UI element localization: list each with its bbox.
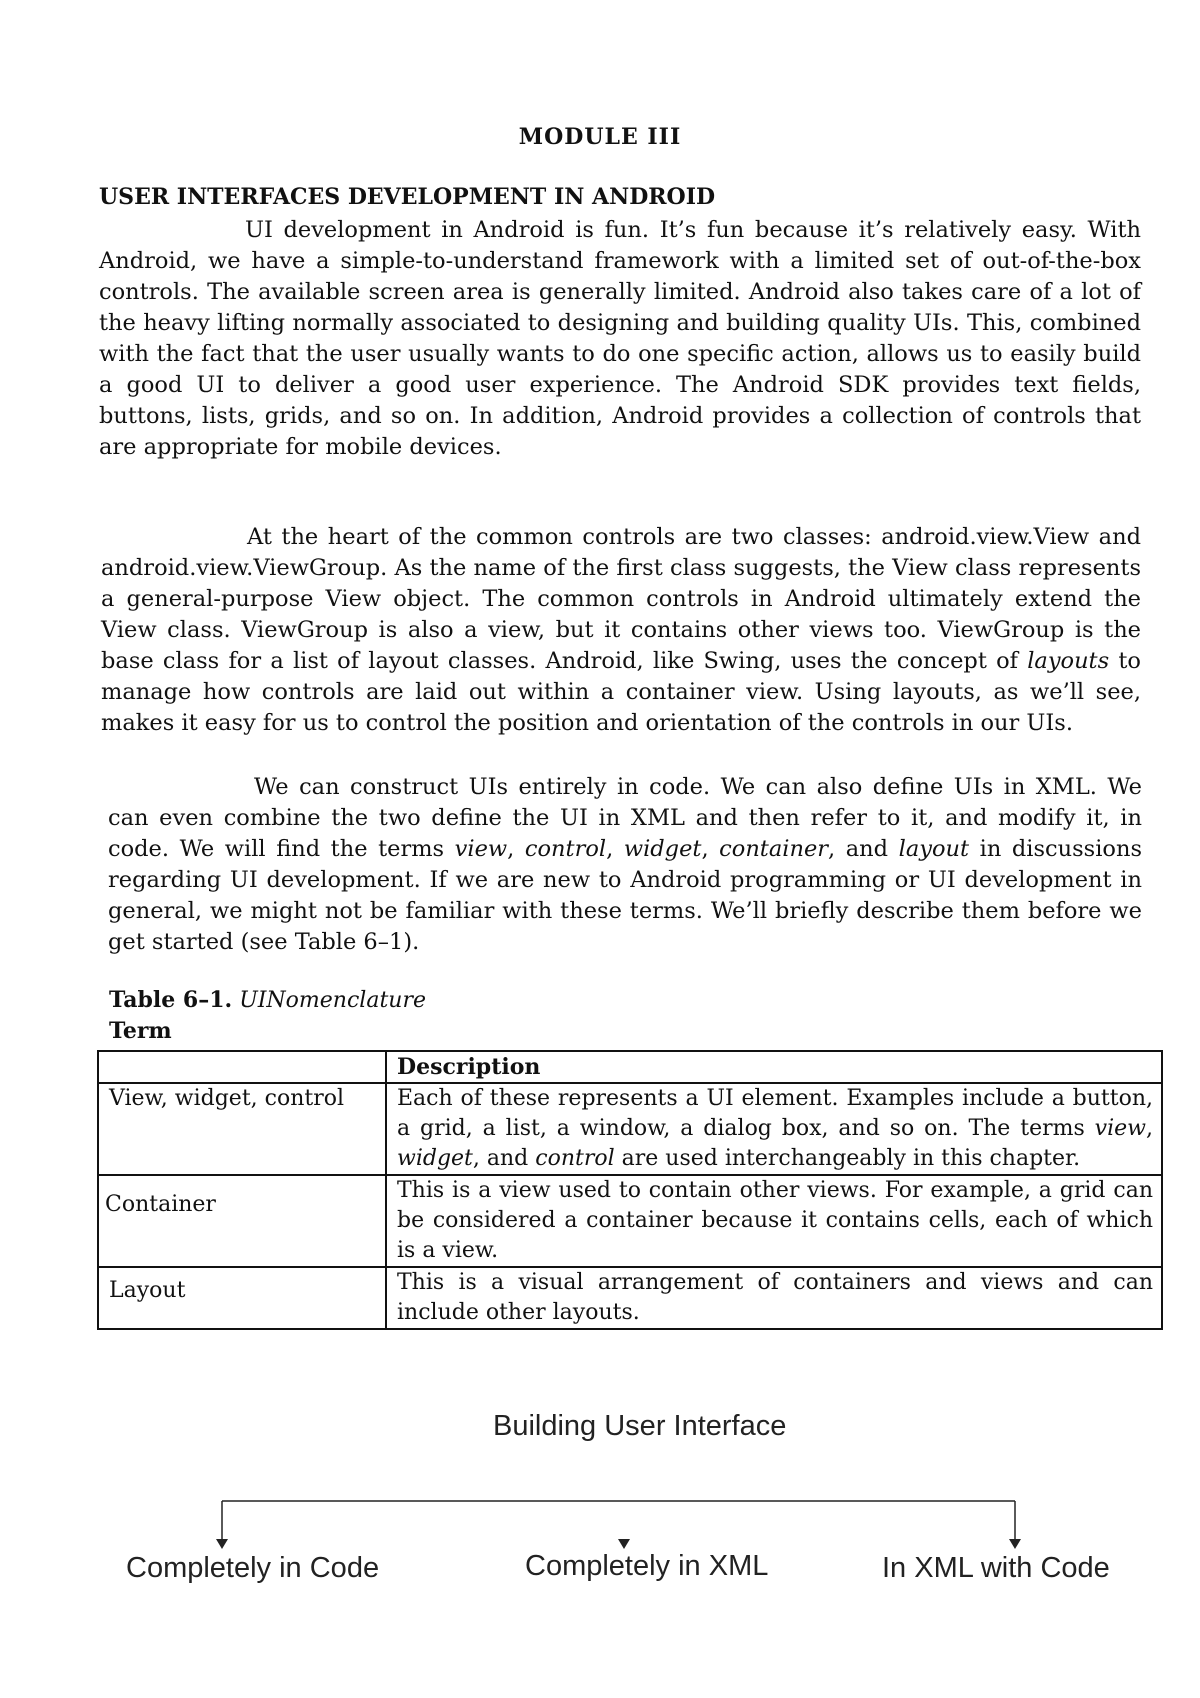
building-ui-diagram [0,1400,1200,1600]
module-title: MODULE III [518,124,682,150]
arrow-down-icon [1009,1539,1021,1549]
section-heading: USER INTERFACES DEVELOPMENT IN ANDROID [99,184,716,210]
table-description-cell: This is a view used to contain other views. For example, a grid can be considered a container because it contains cells, each of which is a view. [386,1175,1162,1267]
paragraph-intro-text: UI development in Android is fun. It’s fun because it’s relatively easy. With Android, we have a simple-to-understand framework with a limited set of out-of-the-box controls. The available screen area is generally limited. Android also takes care of a lot of the heavy lifting normally associated to designing and building quality UIs. This, combined with the fact that the user usually wants to do one specific action, allows us to easily build a good UI to deliver a good user experience. The Android SDK provides text fields, buttons, lists, grids, and so on. In addition, Android provides a collection of controls that are appropriate for mobile devices. [99,217,1141,460]
table-term-header: Term [109,1018,172,1044]
term-control: control [524,836,607,862]
sep: , [1146,1116,1153,1141]
paragraph-common-controls-text-c: to manage how controls are laid out within a container view. Using layouts, as we’ll see, makes it easy for us to control the position and orientation of the controls in our UIs. [101,648,1141,736]
paragraph-construct-uis-text-b: in discussions regarding UI development. If we are new to Android programming or UI development in general, we might not be familiar with these terms. We’ll briefly describe them before we get started (see Table 6–1). [108,836,1142,955]
paragraph-intro [99,215,1141,463]
nomenclature-table [97,1050,1163,1330]
table-description-cell [386,1083,1162,1175]
table-caption [109,987,426,1013]
diagram-title: Building User Interface [493,1410,787,1442]
diagram-node-xml-with-code: In XML with Code [882,1552,1110,1584]
table-caption-title: UINomenclature [239,988,426,1013]
sep: , and [472,1146,536,1171]
table-description-cell: This is a visual arrangement of containers and views and can include other layouts. [386,1267,1162,1329]
table-row [98,1175,1162,1267]
sep: , [701,836,720,862]
term-widget: widget [623,836,702,862]
arrow-down-icon [618,1539,630,1549]
table-term-cell: Layout [98,1267,386,1329]
desc-text-a: Each of these represents a UI element. Examples include a button, a grid, a list, a window, a dialog box, and so on. The terms [397,1086,1153,1141]
term-container: container [719,836,829,862]
sep: , and [828,836,899,862]
table-row [98,1267,1162,1329]
table-row [98,1083,1162,1175]
diagram-node-xml: Completely in XML [525,1550,769,1582]
desc-text-b: are used interchangeably in this chapter. [614,1146,1081,1171]
term-view: view [454,836,508,862]
term-layouts: layouts [1027,648,1110,674]
table-caption-number: Table 6–1. [109,987,233,1013]
table-term-cell [98,1083,386,1175]
table-description-header: Description [386,1051,1162,1083]
sep: , [507,836,525,862]
sep: , [606,836,624,862]
table-header-row [98,1051,1162,1083]
desc-term-control: control [535,1146,615,1171]
desc-term-widget: widget [397,1146,473,1171]
desc-term-view: view [1094,1116,1146,1141]
table-term-cell: Container [98,1175,386,1267]
table-header-blank-cell [98,1051,386,1083]
paragraph-common-controls [101,522,1141,739]
paragraph-common-controls-text-a: At the heart of the common controls are two classes: android.view.View and android.view.ViewGroup. As the name of the first class suggests, the View class represents a general-purpose View object. The common controls in Android ultimately extend the View class. ViewGroup is also a view, but it contains other views too. ViewGroup is the base class for a list of layout classes. Android, like Swing, uses the concept of [101,524,1141,674]
paragraph-construct-uis-text-a: We can construct UIs entirely in code. We can also define UIs in XML. We can even combine the two define the UI in XML and then refer to it, and modify it, in code. We will find the terms [108,774,1142,862]
term-view-widget-control: View, widget, control [109,1086,345,1111]
arrow-down-icon [216,1539,228,1549]
paragraph-construct-uis [108,772,1142,958]
term-layout: layout [898,836,970,862]
diagram-node-code: Completely in Code [126,1552,380,1584]
